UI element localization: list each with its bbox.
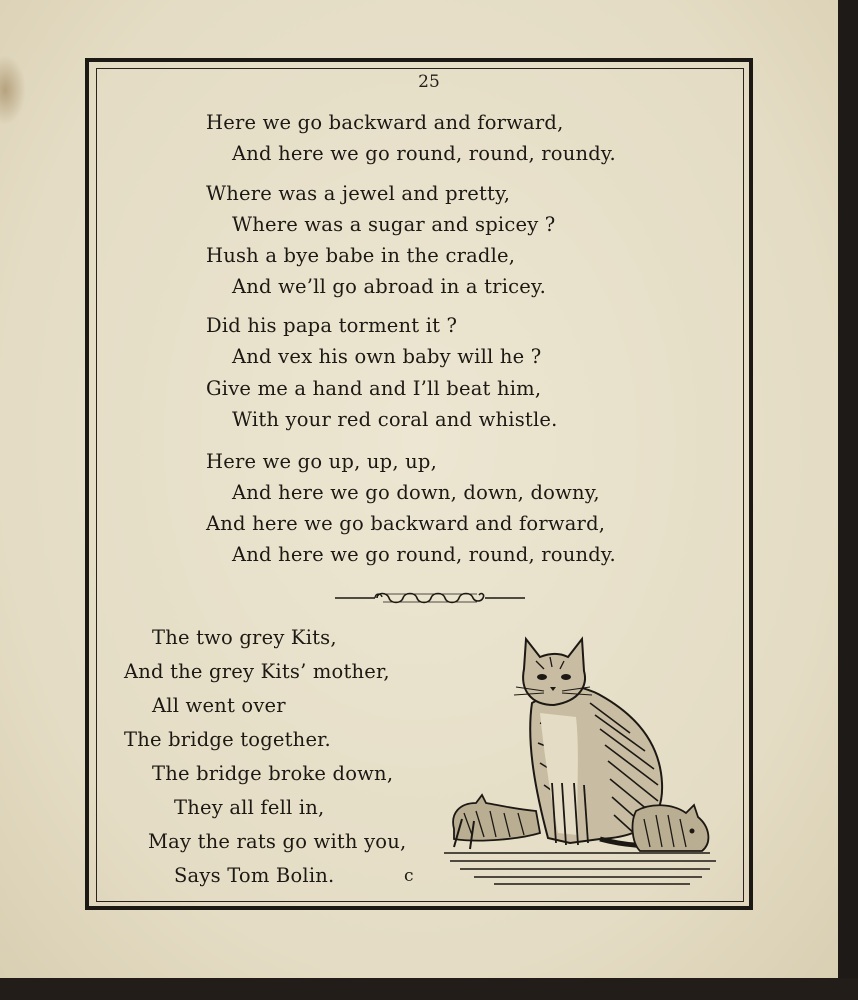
poem-line: The bridge together. — [124, 728, 331, 751]
poem-line: Where was a jewel and pretty, — [206, 182, 511, 205]
poem-line: Did his papa torment it ? — [206, 314, 458, 337]
poem-line: And vex his own baby will he ? — [232, 345, 542, 368]
cat-with-kittens-woodcut — [440, 633, 722, 891]
poem-line: And the grey Kits’ mother, — [124, 660, 390, 683]
scroll-ornament-icon — [335, 588, 525, 608]
page-number: 25 — [418, 72, 440, 92]
signature-mark: c — [404, 866, 414, 886]
poem-line: And here we go round, round, roundy. — [232, 543, 616, 566]
poem-line: The two grey Kits, — [152, 626, 337, 649]
page-edge-shadow-right — [838, 0, 858, 1000]
poem-line: With your red coral and whistle. — [232, 408, 558, 431]
poem-line: And here we go down, down, downy, — [232, 481, 600, 504]
poem-line: May the rats go with you, — [148, 830, 407, 853]
poem-line: They all fell in, — [174, 796, 325, 819]
page-edge-shadow-bottom — [0, 978, 858, 1000]
poem-line: And we’ll go abroad in a tricey. — [232, 275, 547, 298]
poem-line: Here we go backward and forward, — [206, 111, 564, 134]
poem-line: Here we go up, up, up, — [206, 450, 437, 473]
poem-line: Says Tom Bolin. — [174, 864, 335, 887]
poem-line: The bridge broke down, — [152, 762, 394, 785]
poem-line: Hush a bye babe in the cradle, — [206, 244, 516, 267]
poem-line: And here we go round, round, roundy. — [232, 142, 616, 165]
poem-line: And here we go backward and forward, — [206, 512, 606, 535]
poem-line: Where was a sugar and spicey ? — [232, 213, 556, 236]
poem-line: All went over — [152, 694, 286, 717]
poem-line: Give me a hand and I’ll beat him, — [206, 377, 542, 400]
